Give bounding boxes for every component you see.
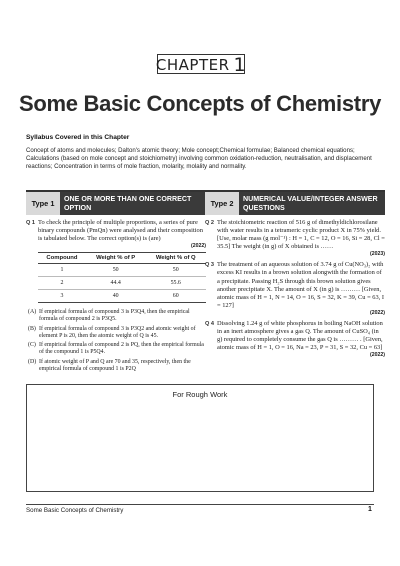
question-3-number: Q 3 [205,262,215,269]
option-label: (D) [28,358,37,365]
question-1-year: (2022) [191,243,206,250]
question-3 [205,261,385,316]
option-label: (C) [28,342,36,349]
syllabus-heading: Syllabus Covered in this Chapter [26,134,130,141]
type1-title: ONE OR MORE THAN ONE CORRECT OPTION [60,192,206,215]
table-cell: 44.4 [86,277,146,290]
question-2-number: Q 2 [205,220,215,226]
type2-header [205,190,385,215]
option-text: If empirical formula of compound 2 is PQ, then the empirical formula of the compound 1 is P5Q4. [39,342,204,356]
question-4-number: Q 4 [205,320,215,327]
question-4-year: (2022) [370,352,385,359]
table-row [38,290,206,303]
option-label: (B) [28,325,36,332]
table-cell: 60 [145,290,206,303]
option-text: If empirical formula of compound 3 is P3Q2 and atomic weight of element P is 20, then the atomic weight of Q is 45. [39,325,196,339]
question-3-text: The treatment of an aqueous solution of 3.74 g of Cu(NO₃)₂ with excess KI results in a brown solution alongwith the formation of a precipitate. Passing H₂S through this brown solution gives another precipitate X. The amount of X (in g) is ……… [217,261,384,293]
question-1 [26,219,206,249]
option-d [28,359,206,373]
chapter-rule [157,73,245,74]
type2-title: NUMERICAL VALUE/INTEGER ANSWER QUESTIONS [239,192,385,215]
question-3-given: [Given, atomic mass of H = 1, N = 14, O = 16, S = 32, K = 39, Cu = 63, I = 127] [217,285,385,309]
question-4-text: Dissolving 1.24 g of white phosphorus in boiling NaOH solution in an inert atmosphere gives a gas Q. The amount of CuSO₄ (in g) required to completely consume the gas Q is ……… . [217,319,383,344]
table-cell: 55.6 [145,277,206,290]
footer-rule [26,504,374,505]
type1-label: Type 1 [26,192,60,215]
chapter-word: CHAPTER [155,55,230,74]
table-row [38,277,206,290]
option-text: If atomic weight of P and Q are 70 and 35, respectively, then the empirical formula of compound 1 is P2Q [39,358,191,372]
rough-work-box [26,384,374,492]
question-1-formula: PmQn [89,227,106,235]
rough-work-title: For Rough Work [172,390,228,399]
question-2-text: The stoichiometric reaction of 516 g of dimethyldichlorosilane with water results in a tetrameric cyclic product X in 75% yield. [217,219,381,235]
table-cell: 50 [86,264,146,277]
page-number: 1 [368,506,372,513]
table-header-weight-q: Weight % of Q [145,253,206,264]
table-header-weight-p: Weight % of P [86,253,146,264]
chapter-number: 1 [233,53,247,76]
question-2-ask: The weight (in g) of X obtained is …… [231,243,334,251]
table-cell: 40 [86,290,146,303]
table-header-compound: Compound [38,253,86,264]
page-title: Some Basic Concepts of Chemistry [18,91,382,116]
footer-chapter-title: Some Basic Concepts of Chemistry [26,507,124,514]
syllabus-text: Concept of atoms and molecules; Dalton's atomic theory; Mole concept;Chemical formulae; Balanced chemical equations; Calculations (based on mole concept and stoichiometry) involving common oxidation-reduction, neutralisation, and displacement reactions; Concentration in terms of mole fraction, molarity, molality and normality. [26,147,372,170]
table-cell: 3 [38,290,86,303]
table-cell: 1 [38,264,86,277]
option-a [28,309,206,323]
option-b [28,326,206,340]
type1-header [26,190,206,215]
option-text: If empirical formula of compound 3 is P3Q4, then the empirical formula of compound 2 is P3Q5. [39,309,190,323]
chapter-label [157,54,245,74]
type1-column [26,190,206,375]
question-2 [205,219,385,257]
question-2-given: [Use, molar mass (g mol⁻¹) : H = 1, C = 12, O = 16, Si = 28, Cl = 35.5] [217,235,385,251]
question-1-options [26,309,206,373]
question-2-year: (2023) [370,251,385,258]
table-cell: 50 [145,264,206,277]
question-1-text-post: ) were analysed and their composition is tabulated below. The correct option(s) is (are) [38,227,203,243]
question-3-year: (2022) [370,309,385,316]
type2-column [205,190,385,358]
option-label: (A) [28,309,37,316]
question-4-given: [Given, atomic mass of H = 1, O = 16, Na = 23, P = 31, S = 32, Cu = 63] [217,336,383,352]
table-cell: 2 [38,277,86,290]
composition-table [38,252,206,303]
option-c [28,342,206,356]
type2-label: Type 2 [205,192,239,215]
question-1-number: Q 1 [26,220,36,226]
question-1-text-pre: To check the principle of multiple proportions, a series of pure binary compounds ( [38,219,198,235]
table-row [38,264,206,277]
question-4 [205,320,385,358]
